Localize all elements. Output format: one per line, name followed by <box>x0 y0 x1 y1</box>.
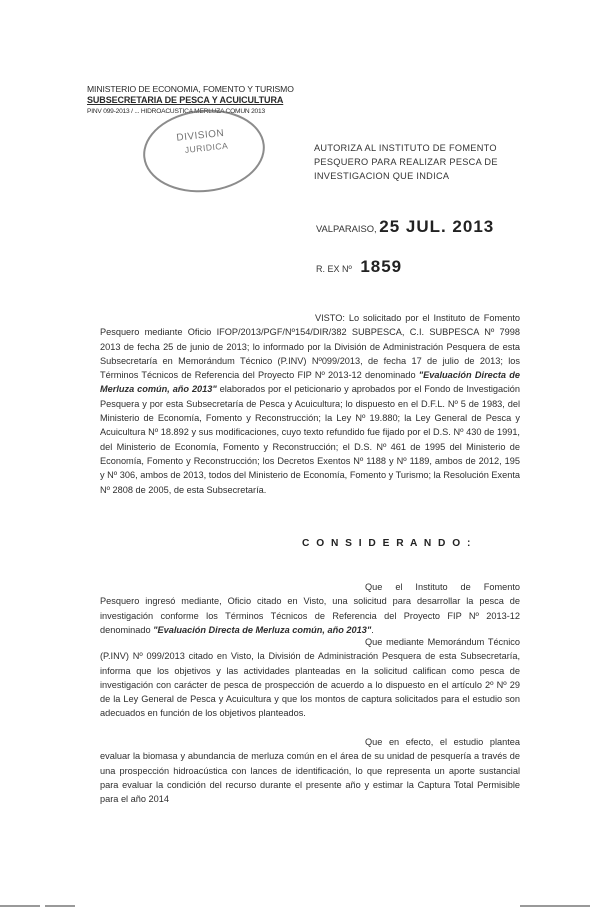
p1-tail: . <box>371 624 374 635</box>
p1-lead: Que el Instituto de Fomento Pesquero ingresó mediante, Oficio citado en Visto, una solicitud para desarrollar la pesca de investigación conforme los Términos Técnicos de Referencia del Proyecto FIP Nº 2013-12 denominado <box>100 582 520 635</box>
considerando-heading: C O N S I D E R A N D O : <box>302 538 473 549</box>
date-line <box>316 217 494 237</box>
resolution-subject: AUTORIZA AL INSTITUTO DE FOMENTO PESQUERO PARA REALIZAR PESCA DE INVESTIGACION QUE INDICA <box>314 143 498 181</box>
visto-lead: VISTO: Lo solicitado por el Instituto de Fomento Pesquero mediante Oficio IFOP/2013/PGF/Nº154/DIR/382 SUBPESCA, C.I. SUBPESCA Nº 7998 2013 de fecha 25 de junio de 2013; lo informado por la División de Administración Pesquera de esta Subsecretaría en Memorándum Técnico (P.INV) Nº099/2013, de fecha 17 de julio de 2013; los Términos Técnicos de Referencia del Proyecto FIP Nº 2013-12 denominado <box>100 313 520 381</box>
division-stamp <box>139 104 269 198</box>
project-title: "Evaluación Directa de Merluza común, año 2013" <box>100 370 521 395</box>
considerando-paragraph-2 <box>100 635 520 721</box>
ministry-name: MINISTERIO DE ECONOMIA, FOMENTO Y TURISMO <box>87 84 294 94</box>
resolution-label: R. EX Nº <box>316 264 352 274</box>
p1-project-title: "Evaluación Directa de Merluza común, año 2013" <box>153 624 372 635</box>
date-place: VALPARAISO, <box>316 223 377 234</box>
considerando-paragraph-1 <box>100 580 520 637</box>
scan-bottom-edge <box>0 905 600 911</box>
stamp-line-1: DIVISION <box>175 127 225 144</box>
file-reference: PINV 099-2013 / ... HIDROACUSTICA MERLUZA COMUN 2013 <box>87 108 265 115</box>
p2-text: Que mediante Memorándum Técnico (P.INV) Nº 099/2013 citado en Visto, la División de Administración Pesquera de esta Subsecretaría, informa que los objetivos y las actividades planteadas en la solicitud califican como pesca de investigación con carácter de pesca de prospección de acuerdo a lo dispuesto en el artículo 2º Nº 29 de la Ley General de Pesca y Acuicultura y que los montos de captura solicitados para el estudio son adecuados en función de los objetivos planteados. <box>100 637 520 719</box>
visto-tail: elaborados por el peticionario y aprobados por el Fondo de Investigación Pesquera y por esta Subsecretaría de Pesca y Acuicultura; lo dispuesto en el D.F.L. Nº 5 de 1983, del Ministerio de Economía, Fomento y Reconstrucción; la Ley Nº 19.880; la Ley General de Pesca y Acuicultura Nº 18.892 y sus modificaciones, cuyo texto refundido fue fijado por el D.S. Nº 430 de 1991, del Ministerio de Economía, Fomento y Reconstrucción; el D.S. Nº 461 de 1995 del Ministerio de Economía, Fomento y Reconstrucción; los Decretos Exentos Nº 1188 y Nº 1189, ambos de 2012, 195 y Nº 306, ambos de 2013, todos del Ministerio de Economía, Fomento y Turismo; la Resolución Exenta Nº 2808 de 2005, de esta Subsecretaría. <box>100 384 520 495</box>
resolution-number-line <box>316 257 402 277</box>
date-stamp: 25 JUL. 2013 <box>379 217 495 236</box>
p3-text: Que en efecto, el estudio plantea evaluar la biomasa y abundancia de merluza común en el área de su unidad de pesquería a través de una prospección hidroacústica con lances de identificación, lo que representa un aporte sustancial para evaluar la condición del recurso durante el presente año y estimar la Captura Total Permisible para el año 2014 <box>100 737 520 805</box>
subsecretariat-name: SUBSECRETARIA DE PESCA Y ACUICULTURA <box>87 95 284 105</box>
resolution-number: 1859 <box>360 257 403 276</box>
stamp-line-2: JURIDICA <box>184 140 229 155</box>
considerando-paragraph-3 <box>100 735 520 806</box>
visto-paragraph <box>100 311 520 497</box>
